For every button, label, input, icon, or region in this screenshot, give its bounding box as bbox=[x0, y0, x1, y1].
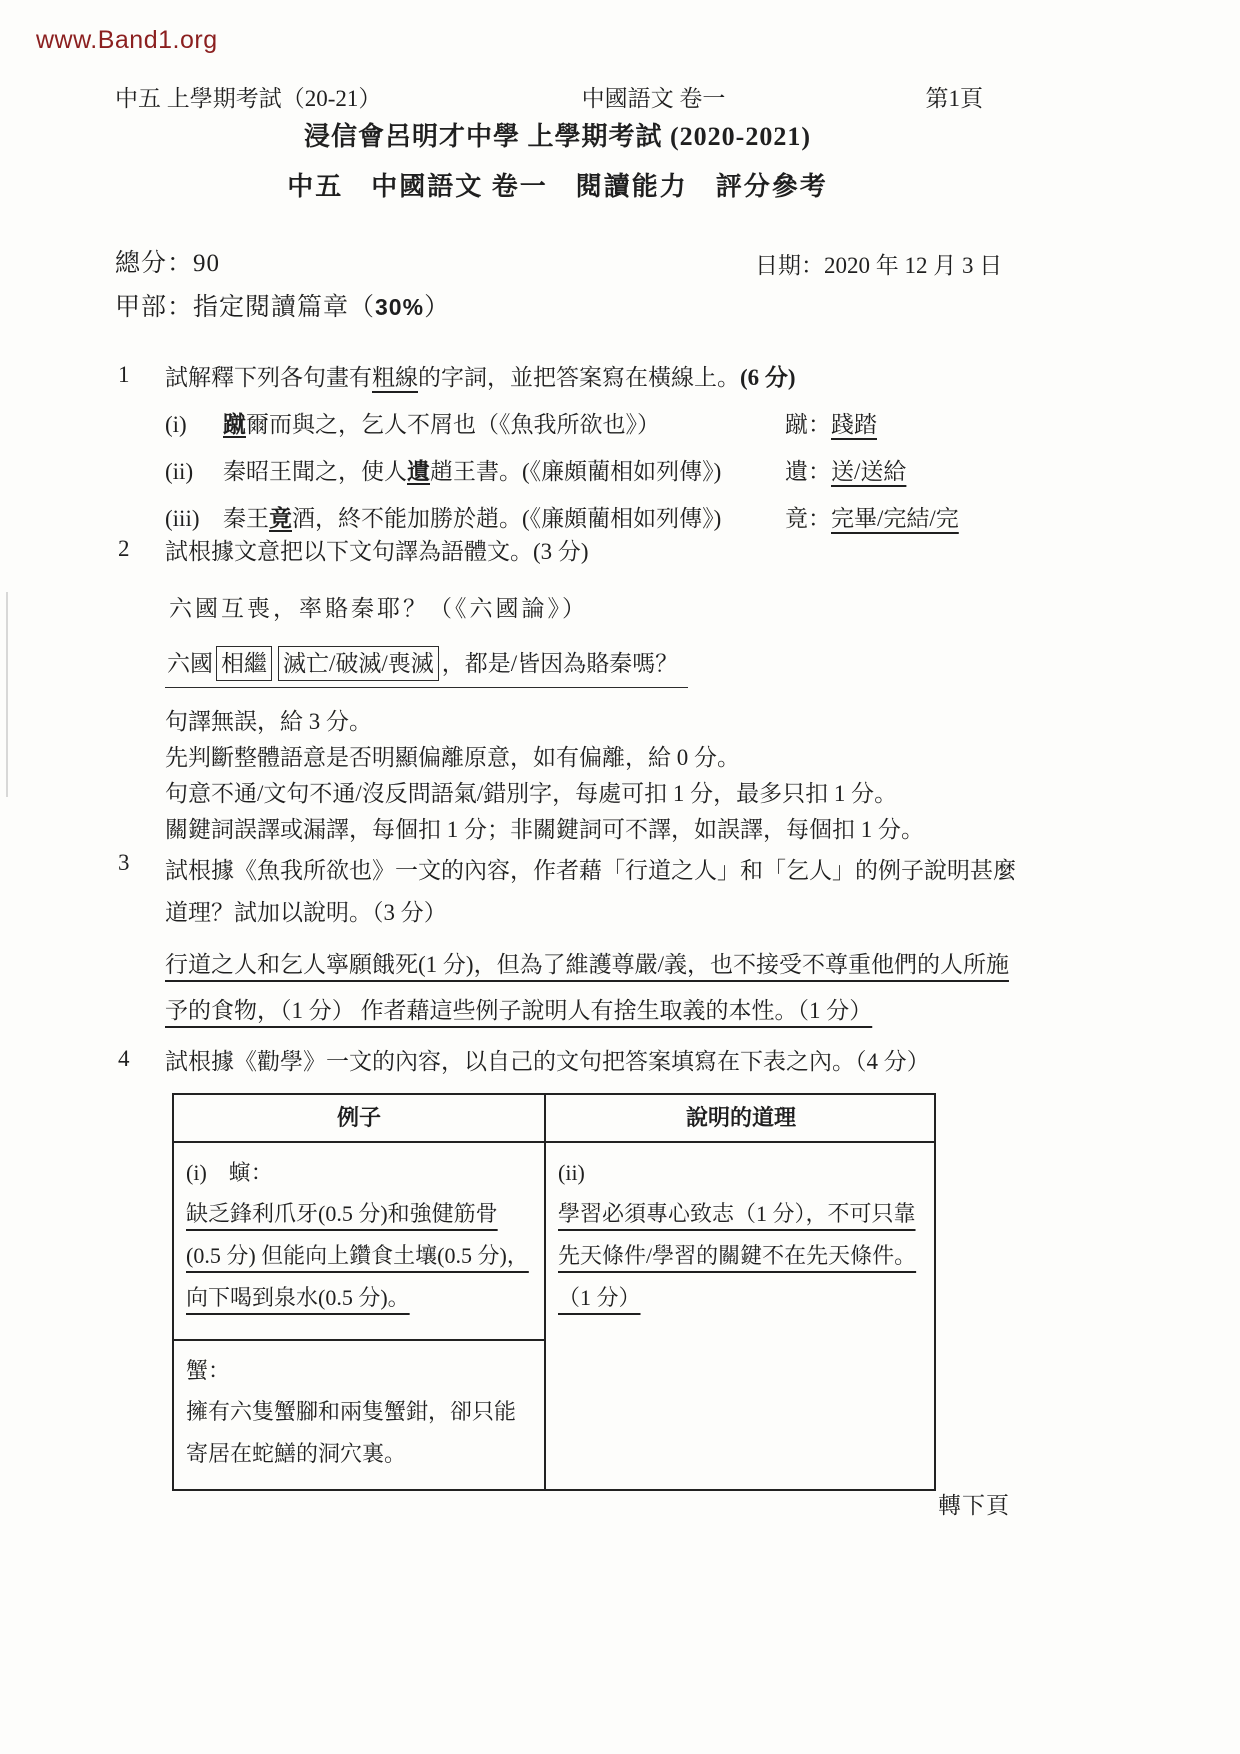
q1-item-ii-answer bbox=[785, 456, 906, 487]
table-cell-worm bbox=[174, 1143, 546, 1341]
section-post: ） bbox=[424, 294, 451, 321]
scan-artifact bbox=[6, 592, 8, 797]
crab-label: 蟹： bbox=[186, 1357, 231, 1383]
marking-note: 句意不通/文句不通/沒反問語氣/錯別字，每處可扣 1 分，最多只扣 1 分。 bbox=[165, 781, 898, 807]
q1-item-i-post: 爾而與之，乞人不屑也（《魚我所欲也》） bbox=[246, 412, 660, 438]
question-1-stem bbox=[165, 362, 1018, 393]
q2-answer-pre: 六國 bbox=[167, 651, 213, 677]
question-2-body bbox=[165, 536, 1018, 848]
q1-item-iii-answer-text: 完畢/完結/完 bbox=[831, 506, 959, 532]
q1-item-i-answer-label: 蹴： bbox=[785, 412, 831, 438]
q1-item-ii-answer-text: 送/送給 bbox=[831, 459, 907, 485]
q1-item-i bbox=[165, 409, 1018, 440]
q1-item-i-sentence bbox=[223, 409, 660, 440]
principle-answer: 學習必須專心致志（1 分），不可只靠先天條件/學習的關鍵不在先天條件。（1 分） bbox=[558, 1200, 917, 1310]
section-percentage: 30% bbox=[375, 294, 425, 320]
q1-item-i-key-char: 蹴 bbox=[223, 412, 246, 438]
question-3-body bbox=[165, 850, 1018, 1034]
header-right-page-number: 第1頁 bbox=[925, 86, 983, 111]
q4-answer-table bbox=[172, 1093, 936, 1491]
table-header-example: 例子 bbox=[174, 1095, 546, 1143]
question-2-number: 2 bbox=[118, 536, 130, 561]
page-header bbox=[115, 80, 983, 113]
q1-item-i-answer bbox=[785, 409, 877, 440]
question-1-body bbox=[165, 362, 1018, 534]
question-1 bbox=[118, 362, 1018, 534]
q1-item-iii-label: (iii) bbox=[165, 506, 200, 532]
q1-item-i-label: (i) bbox=[165, 412, 187, 438]
table-cell-crab bbox=[174, 1341, 546, 1489]
section-heading bbox=[115, 287, 450, 323]
question-2 bbox=[118, 536, 1018, 848]
question-3 bbox=[118, 850, 1018, 1034]
question-4-number: 4 bbox=[118, 1046, 130, 1071]
q2-boxed-term-2: 滅亡/破滅/喪滅 bbox=[278, 646, 439, 681]
section-pre: 甲部：指定閱讀篇章（ bbox=[115, 294, 376, 321]
q2-model-answer bbox=[165, 646, 688, 688]
q1-stem-post: 的字詞，並把答案寫在橫線上。 bbox=[418, 365, 740, 390]
question-3-number: 3 bbox=[118, 850, 130, 875]
total-score: 總分：90 bbox=[115, 250, 221, 277]
marking-note: 關鍵詞誤譯或漏譯，每個扣 1 分；非關鍵詞可不譯，如誤譯，每個扣 1 分。 bbox=[165, 817, 924, 843]
q1-stem-underlined-term: 粗線 bbox=[372, 365, 418, 390]
q2-answer-post: ，都是/皆因為賂秦嗎？ bbox=[441, 651, 679, 677]
q2-marking-notes bbox=[165, 704, 1018, 848]
q1-item-ii-sentence bbox=[223, 456, 721, 487]
q3-model-answer: 行道之人和乞人寧願餓死(1 分)，但為了維護尊嚴/義，也不接受不尊重他們的人所施予的食物，（1 分） 作者藉這些例子說明人有捨生取義的本性。（1 分） bbox=[165, 952, 1009, 1023]
q1-item-iii-key-char: 竟 bbox=[269, 506, 292, 532]
marking-note: 先判斷整體語意是否明顯偏離原意，如有偏離，給 0 分。 bbox=[165, 745, 740, 771]
q1-marks: (6 分) bbox=[740, 365, 796, 390]
q2-boxed-term-1: 相繼 bbox=[216, 646, 272, 681]
table-header-principle: 說明的道理 bbox=[546, 1095, 936, 1143]
principle-label: (ii) bbox=[558, 1159, 585, 1185]
paper-title: 中五 中國語文 卷一 閱讀能力 評分參考 bbox=[287, 172, 828, 201]
marking-note: 句譯無誤，給 3 分。 bbox=[165, 709, 372, 735]
question-3-stem: 試根據《魚我所欲也》一文的內容，作者藉「行道之人」和「乞人」的例子說明甚麼道理？試加以說明。（3 分） bbox=[165, 858, 1016, 925]
q2-model-answer-row bbox=[165, 646, 1018, 688]
worm-label: (i) 螾： bbox=[186, 1159, 273, 1185]
footer-next-page: 轉下頁 bbox=[938, 1493, 1010, 1518]
header-left: 中五 上學期考試（20-21） bbox=[115, 86, 382, 111]
q1-item-iii-pre: 秦王 bbox=[223, 506, 269, 532]
watermark: www.Band1.org bbox=[36, 26, 218, 54]
question-4 bbox=[118, 1046, 1018, 1491]
q1-item-ii bbox=[165, 456, 1018, 487]
q1-item-ii-post: 趙王書。(《廉頗藺相如列傳》) bbox=[430, 459, 722, 485]
question-1-number: 1 bbox=[118, 362, 130, 387]
q1-item-ii-pre: 秦昭王聞之，使人 bbox=[223, 459, 407, 485]
q1-item-iii-sentence bbox=[223, 503, 721, 534]
school-exam-title: 浸信會呂明才中學 上學期考試 (2020-2021) bbox=[304, 122, 811, 151]
exam-date: 日期：2020 年 12 月 3 日 bbox=[755, 253, 1003, 278]
q1-item-iii-answer-label: 竟： bbox=[785, 506, 831, 532]
q1-item-iii-answer bbox=[785, 503, 959, 534]
q1-item-ii-key-char: 遺 bbox=[407, 459, 430, 485]
title-block bbox=[115, 116, 1000, 203]
q1-item-ii-answer-label: 遺： bbox=[785, 459, 831, 485]
question-2-stem: 試根據文意把以下文句譯為語體文。(3 分) bbox=[165, 539, 589, 564]
q2-source-text: 六國互喪，率賂秦耶？（《六國論》） bbox=[169, 596, 588, 622]
question-4-stem: 試根據《勸學》一文的內容，以自己的文句把答案填寫在下表之內。（4 分） bbox=[165, 1049, 930, 1074]
q1-item-i-answer-text: 踐踏 bbox=[831, 412, 877, 438]
q1-item-ii-label: (ii) bbox=[165, 459, 194, 485]
worm-answer: 缺乏鋒利爪牙(0.5 分)和強健筋骨(0.5 分) 但能向上鑽食土壤(0.5 分)，向下喝到泉水(0.5 分)。 bbox=[186, 1200, 529, 1310]
crab-text: 擁有六隻蟹腳和兩隻蟹鉗，卻只能寄居在蛇鱔的洞穴裏。 bbox=[186, 1398, 517, 1466]
table-cell-principle bbox=[546, 1143, 936, 1489]
header-center: 中國語文 卷一 bbox=[581, 86, 726, 111]
q1-item-iii bbox=[165, 503, 1018, 534]
q1-item-iii-post: 酒，終不能加勝於趙。(《廉頗藺相如列傳》) bbox=[292, 506, 722, 532]
q1-stem-pre: 試解釋下列各句畫有 bbox=[165, 365, 372, 390]
question-4-body bbox=[165, 1046, 1018, 1491]
